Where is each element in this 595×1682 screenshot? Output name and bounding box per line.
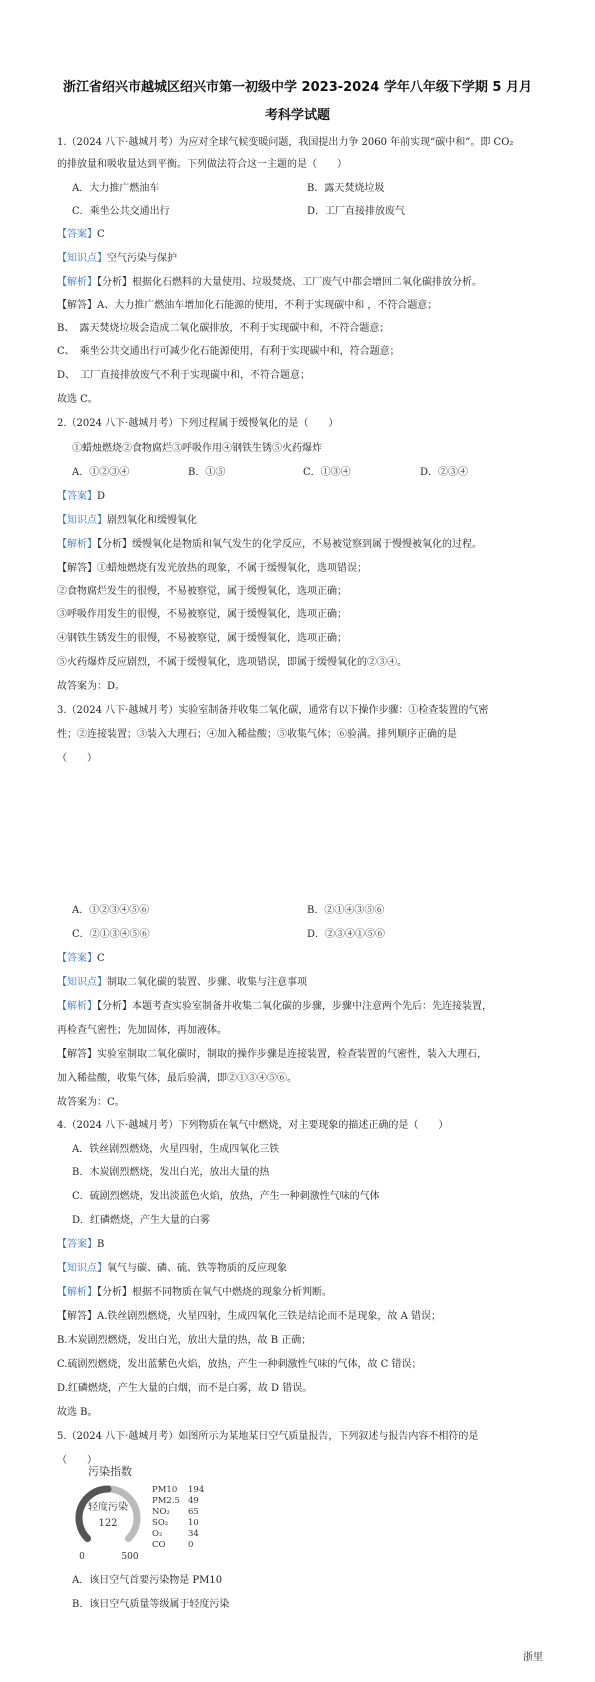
q1-solution-line2: B、 露天焚烧垃圾会造成二氧化碳排放，不利于实现碳中和，不符合题意；: [57, 323, 390, 334]
knowledge-point-tag: 【知识点】: [57, 1263, 107, 1274]
q3-analysis-text: 【分析】本题考查实验室制备并收集二氧化碳的步骤，步骤中注意两个先后：先连接装置，: [97, 1001, 492, 1012]
q2-solution-line1: 【解答】①蜡烛燃烧有发光放热的现象，不属于缓慢氧化，选项错误；: [57, 563, 367, 574]
q2-solution-line4: ④钢铁生锈发生的很慢，不易被察觉，属于缓慢氧化，选项正确；: [57, 633, 347, 644]
q2-answer-value: D: [97, 491, 106, 502]
gauge-max-label: 500: [121, 1552, 139, 1562]
answer-tag: 【答案】: [57, 491, 97, 502]
pollutant-value: 194: [188, 1485, 205, 1495]
q1-option-c: C．乘坐公共交通出行: [72, 206, 170, 217]
q2-solution-line2: ②食物腐烂发生的很慢，不易被察觉，属于缓慢氧化，选项正确；: [57, 586, 347, 597]
q3-answer: [57, 952, 105, 966]
q2-solution-line5: ⑤火药爆炸反应剧烈，不属于缓慢氧化，选项错误，即属于缓慢氧化的②③④。: [57, 657, 407, 668]
q3-stem-line1: 3.（2024 八下·越城月考）实验室制备并收集二氧化碳，通常有以下操作步骤：①检查装置的气密: [57, 705, 489, 716]
q1-knowledge-point-value: 空气污染与保护: [107, 253, 177, 264]
q4-solution-line2: B.木炭剧烈燃烧，发出白光，放出大量的热，故 B 正确；: [57, 1335, 312, 1346]
pollutant-value: 65: [188, 1507, 199, 1517]
q2-stem: 2.（2024 八下·越城月考）下列过程属于缓慢氧化的是（ ）: [57, 418, 339, 429]
q1-analysis: [57, 276, 482, 290]
pollutant-name: SO₂: [152, 1518, 169, 1528]
q4-option-c: C．硫剧烈燃烧，发出淡蓝色火焰，放热，产生一种刺激性气味的气体: [72, 1191, 380, 1202]
q4-analysis: [57, 1286, 332, 1300]
q4-solution-line1: 【解答】A.铁丝剧烈燃烧，火星四射，生成四氧化三铁是结论而不是现象，故 A 错误；: [57, 1311, 441, 1322]
pollutant-value: 0: [188, 1540, 194, 1550]
q4-solution-line5: 故选 B。: [57, 1407, 98, 1418]
q1-solution-line1: 【解答】A、大力推广燃油车增加化石能源的使用，不利于实现碳中和 ，不符合题意；: [57, 300, 438, 311]
pollutant-name: NO₂: [152, 1507, 170, 1517]
q1-knowledge-point: [57, 252, 177, 266]
q5-option-a: A．该日空气首要污染物是 PM10: [72, 1575, 223, 1586]
q4-solution-line4: D.红磷燃烧，产生大量的白烟，而不是白雾，故 D 错误。: [57, 1383, 313, 1394]
answer-tag: 【答案】: [57, 953, 97, 964]
q1-solution-line3: C、 乘坐公共交通出行可减少化石能源使用，有利于实现碳中和，符合题意；: [57, 346, 400, 357]
q1-analysis-text: 【分析】根据化石燃料的大量使用、垃圾焚烧、工厂废气中都会增回二氧化碳排放分析。: [97, 277, 482, 288]
q4-option-d: D．红磷燃烧，产生大量的白雾: [72, 1215, 211, 1226]
q4-option-b: B．木炭剧烈燃烧，发出白光，放出大量的热: [72, 1167, 270, 1178]
air-quality-gauge-figure: [70, 1462, 230, 1562]
q3-stem-line3: （ ）: [57, 753, 97, 764]
doc-title-line1: 浙江省绍兴市越城区绍兴市第一初级中学 2023-2024 学年八年级下学期 5 月月: [63, 80, 532, 95]
analysis-tag: 【解析】: [57, 1287, 97, 1298]
gauge-level-label: 轻度污染: [88, 1502, 128, 1513]
q1-answer: [57, 228, 105, 242]
q3-option-d: D．②③④①⑤⑥: [307, 929, 386, 940]
q3-analysis-line2: 再检查气密性；先加固体，再加液体。: [57, 1025, 227, 1036]
q2-answer: [57, 490, 105, 504]
pollutant-value: 34: [188, 1529, 199, 1539]
pollutant-value: 49: [188, 1496, 199, 1506]
q3-option-a: A．①②③④⑤⑥: [72, 905, 150, 916]
q2-analysis-text: 【分析】缓慢氧化是物质和氧气发生的化学反应，不易被觉察到属于慢慢被氧化的过程。: [97, 539, 482, 550]
q4-analysis-text: 【分析】根据不同物质在氧气中燃烧的现象分析判断。: [97, 1287, 332, 1298]
q4-answer-value: B: [97, 1239, 105, 1250]
analysis-tag: 【解析】: [57, 539, 97, 550]
q1-stem-line1: 1.（2024 八下·越城月考）为应对全球气候变暖问题，我国提出力争 2060 年前实现“碳中和”。即 CO₂: [57, 137, 514, 148]
q3-stem-line2: 性；②连接装置；③装入大理石；④加入稀盐酸；⑤收集气体；⑥验满。排列顺序正确的是: [57, 729, 457, 740]
answer-tag: 【答案】: [57, 1239, 97, 1250]
doc-title-line2: 考科学试题: [264, 108, 330, 123]
q5-stem-line1: 5.（2024 八下·越城月考）如图所示为某地某日空气质量报告，下列叙述与报告内容不相符的是: [57, 1431, 479, 1442]
gauge-fill-arc: [79, 1489, 108, 1539]
q2-option-d: D．②③④: [420, 467, 469, 478]
gauge-title: 污染指数: [88, 1465, 132, 1478]
q4-knowledge-point: [57, 1262, 287, 1276]
q2-knowledge-point-value: 剧烈氧化和缓慢氧化: [107, 515, 197, 526]
pollutant-name: PM2.5: [152, 1496, 180, 1506]
answer-tag: 【答案】: [57, 229, 97, 240]
q1-option-b: B．露天焚烧垃圾: [307, 183, 385, 194]
pollutant-name: CO: [152, 1540, 166, 1550]
q1-option-a: A．大力推广燃油车: [72, 183, 160, 194]
q3-option-b: B．②①④③⑤⑥: [307, 905, 385, 916]
q1-solution-line4: D、 工厂直接排放废气不利于实现碳中和，不符合题意；: [57, 370, 311, 381]
q3-solution-line1: 【解答】实验室制取二氧化碳时，制取的操作步骤是连接装置，检查装置的气密性，装入大理石，: [57, 1049, 487, 1060]
q4-answer: [57, 1238, 104, 1252]
q3-knowledge-point-value: 制取二氧化碳的装置、步骤、收集与注意事项: [107, 977, 307, 988]
q3-analysis: [57, 1000, 492, 1014]
q2-option-a: A．①②③④: [72, 467, 130, 478]
knowledge-point-tag: 【知识点】: [57, 977, 107, 988]
q2-solution-line6: 故答案为：D。: [57, 681, 126, 692]
q4-knowledge-point-value: 氧气与碳、磷、硫、铁等物质的反应现象: [107, 1263, 287, 1274]
q2-knowledge-point: [57, 514, 197, 528]
analysis-tag: 【解析】: [57, 277, 97, 288]
q2-option-b: B．①⑤: [188, 467, 226, 478]
q4-stem: 4.（2024 八下·越城月考）下列物质在氧气中燃烧，对主要现象的描述正确的是（ ）: [57, 1120, 449, 1131]
gauge-min-label: 0: [79, 1552, 85, 1562]
q2-items: ①蜡烛燃烧②食物腐烂③呼吸作用④钢铁生锈⑤火药爆炸: [72, 443, 322, 454]
analysis-tag: 【解析】: [57, 1001, 97, 1012]
q4-solution-line3: C.硫剧烈燃烧，发出蓝紫色火焰，放热，产生一种刺激性气味的气体，故 C 错误；: [57, 1359, 422, 1370]
knowledge-point-tag: 【知识点】: [57, 253, 107, 264]
q2-solution-line3: ③呼吸作用发生的很慢，不易被察觉，属于缓慢氧化，选项正确；: [57, 609, 347, 620]
q4-option-a: A．铁丝剧烈燃烧，火星四射，生成四氧化三铁: [72, 1144, 280, 1155]
q1-option-d: D．工厂直接排放废气: [307, 206, 406, 217]
pollutant-value: 10: [188, 1518, 199, 1528]
q2-analysis: [57, 538, 482, 552]
q1-stem-line2: 的排放量和吸收量达到平衡。下列做法符合这一主题的是（ ）: [57, 159, 347, 170]
pollutant-name: O₂: [152, 1529, 163, 1539]
q1-solution-line5: 故选 C。: [57, 394, 98, 405]
pollutant-name: PM10: [152, 1485, 178, 1495]
q2-option-c: C．①③④: [303, 467, 351, 478]
q3-solution-line3: 故答案为：C。: [57, 1097, 125, 1108]
q3-solution-line2: 加入稀盐酸，收集气体，最后验满，即②①③④⑤⑥。: [57, 1073, 297, 1084]
q1-answer-value: C: [97, 229, 105, 240]
q5-option-b: B．该日空气质量等级属于轻度污染: [72, 1599, 230, 1610]
q3-option-c: C．②①③④⑤⑥: [72, 929, 150, 940]
gauge-value: 122: [98, 1518, 118, 1529]
knowledge-point-tag: 【知识点】: [57, 515, 107, 526]
page-footer-mark: 浙里: [523, 1652, 543, 1663]
q3-answer-value: C: [97, 953, 105, 964]
q5-stem-line2: （ ）: [57, 1455, 97, 1466]
q3-knowledge-point: [57, 976, 307, 990]
